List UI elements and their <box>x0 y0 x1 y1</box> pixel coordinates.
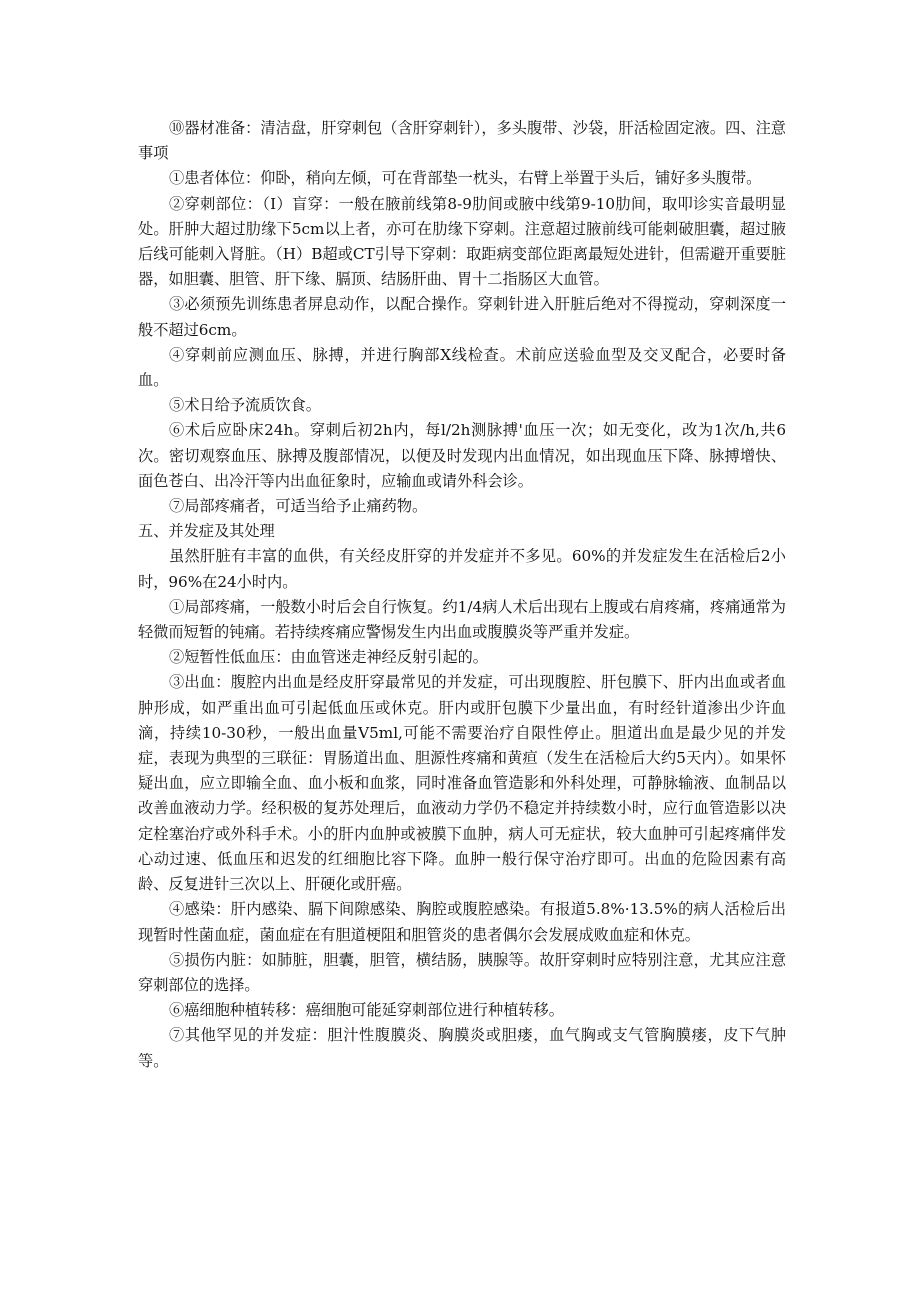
paragraph-infection: ④感染：肝内感染、膈下间隙感染、胸腔或腹腔感染。有报道5.8%·13.5%的病人活检后出现暂时性菌血症，菌血症在有胆道梗阻和胆管炎的患者偶尔会发展成败血症和休克。 <box>138 900 786 944</box>
paragraph-tumor-seeding: ⑥癌细胞种植转移：癌细胞可能延穿刺部位进行种植转移。 <box>169 1001 564 1020</box>
paragraph-complications-intro: 虽然肝脏有丰富的血供，有关经皮肝穿的并发症并不多见。60%的并发症发生在活检后2小时，96%在24小时内。 <box>138 547 786 591</box>
paragraph-breath-training: ③必须预先训练患者屏息动作，以配合操作。穿刺针进入肝脏后绝对不得搅动，穿刺深度一般不超过6cm。 <box>138 295 786 339</box>
paragraph-rare-complications: ⑦其他罕见的并发症：胆汁性腹膜炎、胸膜炎或胆瘘，血气胸或支气管胸膜瘘，皮下气肿等。 <box>138 1026 786 1070</box>
paragraph-hypotension: ②短暂性低血压：由血管迷走神经反射引起的。 <box>169 648 488 667</box>
paragraph-pre-puncture-checks: ④穿刺前应测血压、脉搏，并进行胸部X线检查。术前应送验血型及交叉配合，必要时备血。 <box>138 345 786 390</box>
paragraph-organ-injury: ⑤损伤内脏：如肺脏，胆囊，胆管，横结肠，胰腺等。故肝穿刺时应特别注意，尤其应注意穿刺部位的选择。 <box>138 950 786 994</box>
document-body <box>138 116 786 1074</box>
paragraph-bleeding: ③出血：腹腔内出血是经皮肝穿最常见的并发症，可出现腹腔、肝包膜下、肝内出血或者血肿形成，如严重出血可引起低血压或休克。肝内或肝包膜下少量出血，有时经针道渗出少许血滴，持续10-30秒，一般出血量V5ml,可能不需要治疗自限性停止。胆道出血是最少见的并发症，表现为典型的三联征：胃肠道出血、胆源性疼痛和黄疸（发生在活检后大约5天内）。如果怀疑出血，应立即输全血、血小板和血浆，同时准备血管造影和外科处理，可静脉输液、血制品以改善血液动力学。经积极的复苏处理后，血液动力学仍不稳定并持续数小时，应行血管造影以决定栓塞治疗或外科手术。小的肝内血肿或被膜下血肿，病人可无症状，较大血肿可引起疼痛伴发心动过速、低血压和迟发的红细胞比容下降。血肿一般行保守治疗即可。出血的危险因素有高龄、反复进针三次以上、肝硬化或肝癌。 <box>138 673 786 894</box>
paragraph-liquid-diet: ⑤术日给予流质饮食。 <box>169 396 321 415</box>
paragraph-local-pain: ①局部疼痛，一般数小时后会自行恢复。约1/4病人术后出现右上腹或右肩疼痛，疼痛通常为轻微而短暂的钝痛。若持续疼痛应警惕发生内出血或腹膜炎等严重并发症。 <box>138 597 786 642</box>
paragraph-patient-position: ①患者体位：仰卧，稍向左倾，可在背部垫一枕头，右臂上举置于头后，铺好多头腹带。 <box>169 169 762 188</box>
paragraph-puncture-site: ②穿刺部位：（I）盲穿：一般在腋前线第8-9肋间或腋中线第9-10肋间，取叩诊实音最明显处。肝肿大超过肋缘下5cm以上者，亦可在肋缘下穿刺。注意超过腋前线可能刺破胆囊，超过腋后线可能刺入肾脏。（H）B超或CT引导下穿刺：取距病变部位距离最短处进针，但需避开重要脏器，如胆囊、胆管、肝下缘、膈顶、结肠肝曲、胃十二指肠区大血管。 <box>138 194 786 289</box>
section-heading-complications: 五、并发症及其处理 <box>138 522 275 541</box>
paragraph-equipment: ⑩器材准备：清洁盘，肝穿刺包（含肝穿刺针），多头腹带、沙袋，肝活检固定液。四、注意事项 <box>138 119 786 163</box>
paragraph-post-op-bed-rest: ⑥术后应卧床24h。穿刺后初2h内，每l/2h测脉搏'血压一次；如无变化，改为1次/h,共6次。密切观察血压、脉搏及腹部情况，以便及时发现内出血情况，如出现血压下降、脉搏增快、面色苍白、出冷汗等内出血征象时，应输血或请外科会诊。 <box>138 421 786 490</box>
paragraph-analgesics: ⑦局部疼痛者，可适当给予止痛药物。 <box>169 497 428 516</box>
